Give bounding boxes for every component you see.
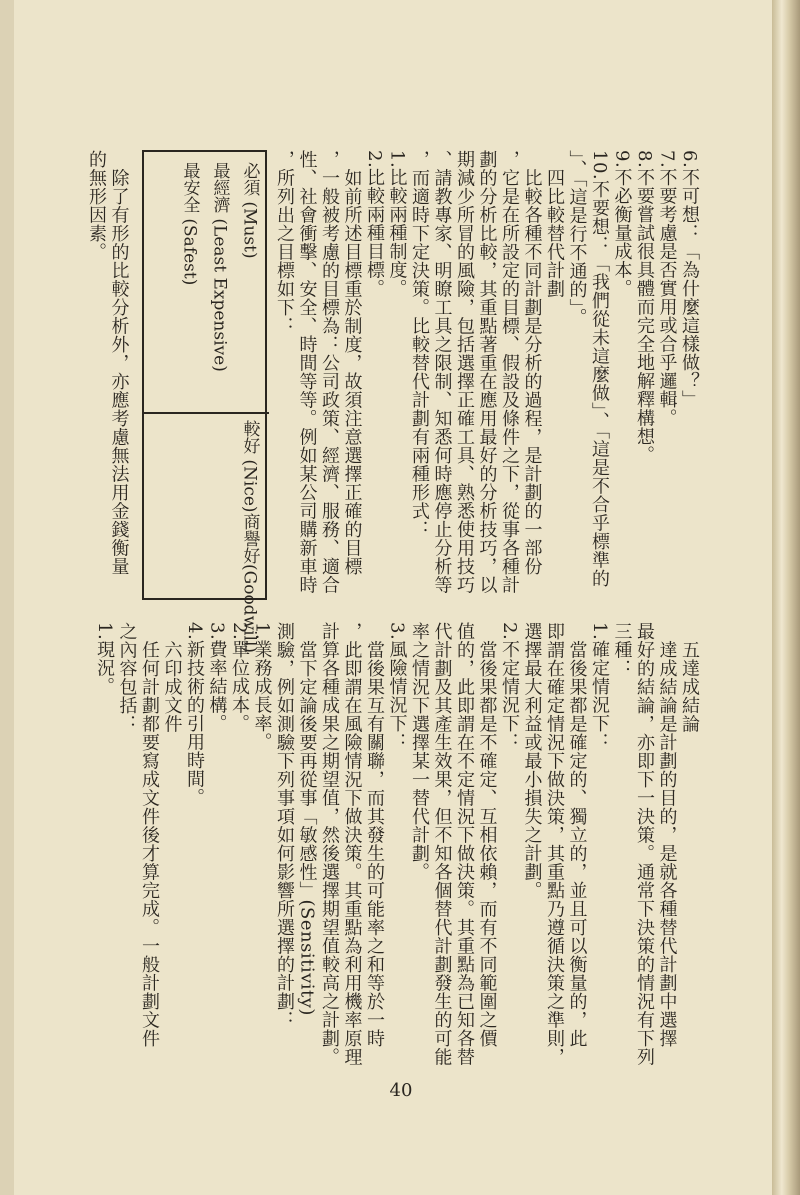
text-column: 最好的結論，亦即下一決策。通常下決策的情況有下列: [634, 622, 655, 1066]
text-column: 之內容包括：: [116, 622, 138, 733]
text-column: ，所列出之目標如下：: [274, 150, 295, 335]
text-column: 選擇最大利益或最小損失之計劃。: [521, 622, 543, 900]
table-cell: 商譽好(Goodwill): [239, 512, 260, 653]
text-column: 性、社會衝擊、安全、時間等等。例如某公司購新車時: [296, 150, 318, 594]
objectives-table: [142, 150, 267, 653]
text-column: 8.不要嘗試很具體而完全地解釋構想。: [634, 150, 655, 465]
table-cell: 必須 (Must): [239, 162, 260, 259]
section-heading: 六印成文件: [161, 622, 183, 733]
text-column: 6.不可想：「為什麼這樣做？」: [679, 150, 700, 409]
text-column: 期減少所冒的風險，包括選擇正確工具、熟悉使用技巧: [454, 150, 475, 594]
text-column: 比較各種不同計劃是分析的過程，是計劃的一部份: [521, 150, 543, 576]
lower-text-block: [60, 622, 700, 1077]
text-column: 3.費率結構。: [206, 622, 228, 733]
text-column: 當後果互有關聯，而其發生的可能率之和等於一時: [364, 622, 385, 1048]
text-column: 1.確定情況下：: [589, 622, 610, 752]
text-column: 9.不必衡量成本。: [611, 150, 633, 298]
text-column: 1.比較兩種制度。: [386, 150, 408, 298]
text-column: 即謂在確定情況下做決策，其重點乃遵循決策之準則，: [544, 622, 565, 1066]
text-column: 劃的分析比較，其重點著重在應用最好的分析技巧，以: [476, 150, 498, 594]
text-column: 2.單位成本。: [229, 622, 250, 733]
text-column: 測驗，例如測驗下列事項如何影響所選擇的計劃：: [274, 622, 295, 1029]
book-spine: [772, 0, 800, 1195]
text-column: 率之情況下選擇某一替代計劃。: [409, 622, 430, 881]
text-column: 7.不要考慮是否實用或合乎邏輯。: [656, 150, 678, 428]
text-column: ，一般被考慮的目標為：公司政策、經濟、服務、適合: [319, 150, 340, 594]
text-column: 2.比較兩種目標。: [364, 150, 385, 298]
page-number: 40: [389, 1080, 413, 1101]
text-column: 任何計劃都要寫成文件後才算完成。一般計劃文件: [139, 622, 160, 1048]
text-column: 除了有形的比較分析外，亦應考慮無法用金錢衡量: [108, 150, 130, 576]
text-column: 4.新技術的引用時間。: [184, 622, 205, 807]
text-column: 」、「這是行不通的」。: [566, 150, 588, 327]
text-column: 1.業務成長率。: [251, 622, 273, 752]
text-column: 的無形因素。: [86, 150, 107, 261]
text-column: 代計劃及其產生效果，但不知各個替代計劃發生的可能: [431, 622, 453, 1066]
text-column: ，此即謂在風險情況下做決策。其重點為利用機率原理: [341, 622, 363, 1066]
table-cell: 最安全 (Safest): [179, 162, 200, 286]
text-column: 2.不定情況下：: [499, 622, 520, 752]
text-column: 、請教專家、明瞭工具之限制、知悉何時應停止分析等: [431, 150, 453, 594]
text-column: 當後果都是確定的、獨立的，並且可以衡量的，此: [566, 622, 588, 1048]
text-column: 當後果都是不確定、互相依賴，而有不同範圍之價: [476, 622, 498, 1048]
previous-page-edge: [0, 0, 14, 1195]
table-cell: 最經濟 (Least Expensive): [209, 162, 230, 372]
text-column: 3.風險情況下：: [386, 622, 408, 752]
text-column: ，它是在所設定的目標、假設及條件之下，從事各種計: [499, 150, 520, 594]
section-heading: 五達成結論: [679, 622, 700, 733]
text-column: 達成結論是計劃的目的，是就各種替代計劃中選擇: [656, 622, 678, 1048]
text-column: 10.不要想：「我們從未這麼做」、「這是不合乎標準的: [589, 150, 610, 588]
text-column: 1.現況。: [94, 622, 115, 696]
section-heading: 四比較替代計劃: [544, 150, 565, 298]
text-column: 當下定論後要再從事「敏感性」(Sensitivity): [296, 622, 318, 1016]
text-column: 值的，此即謂在不定情況下做決策。其重點為已知各替: [454, 622, 475, 1066]
table-divider: [144, 412, 269, 414]
text-column: ，而適時下定決策。比較替代計劃有兩種形式：: [409, 150, 430, 539]
text-column: 計算各種成果之期望值，然後選擇期望值較高之計劃。: [319, 622, 340, 1066]
table-right-section: [235, 420, 265, 653]
text-column: 如前所述目標重於制度，故須注意選擇正確的目標: [341, 150, 363, 576]
text-column: 三種：: [611, 622, 633, 678]
table-cell: 較好 (Nice): [239, 420, 260, 513]
